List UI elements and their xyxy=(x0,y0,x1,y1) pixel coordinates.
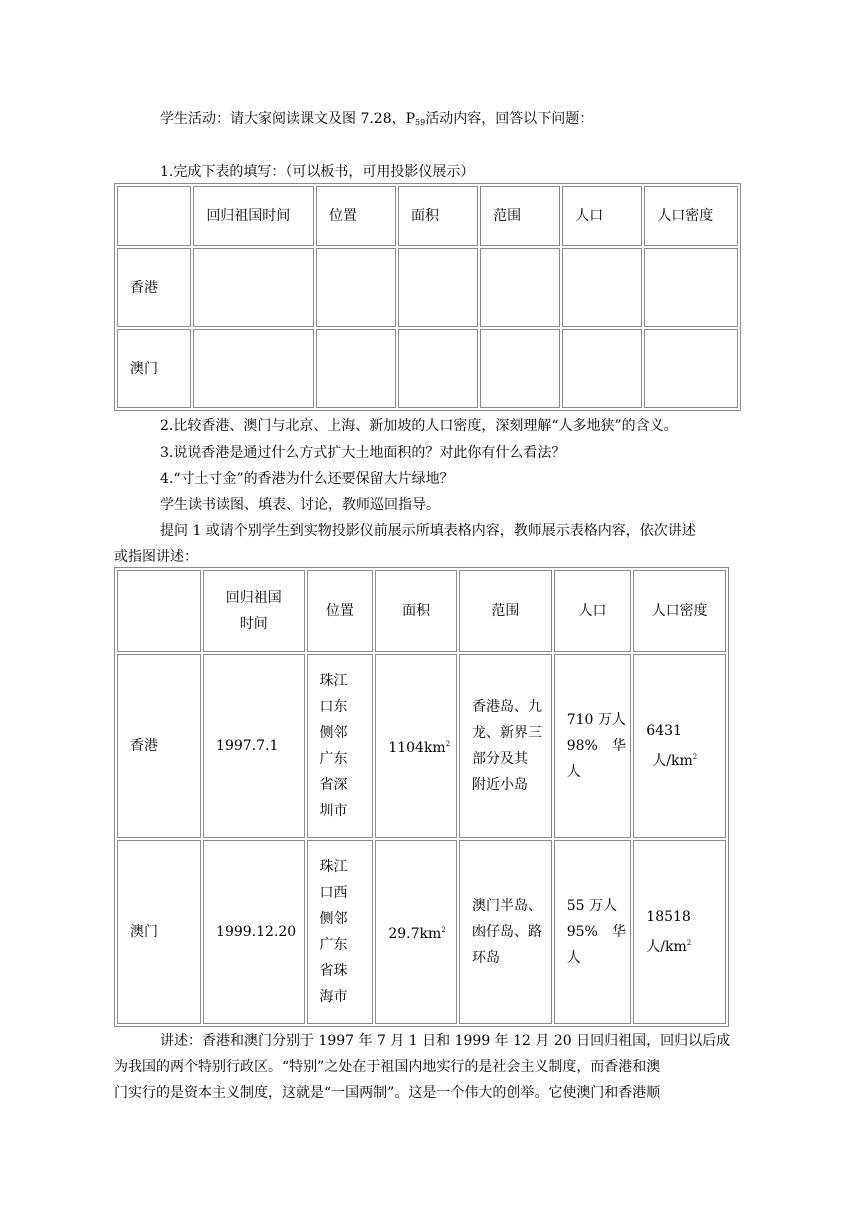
table-header-cell: 人口密度 xyxy=(644,186,738,246)
density-superscript: 2 xyxy=(686,939,692,947)
row-label: 香港 xyxy=(117,654,201,838)
location-cell xyxy=(307,840,374,1024)
question-1: 1.完成下表的填写：（可以板书，可用投影仪展示） xyxy=(160,164,475,180)
density-value: 18518 xyxy=(646,909,691,925)
population-line: 人 xyxy=(566,950,581,966)
paragraph-student-activity: 学生读书读图、填表、讨论，教师巡回指导。 xyxy=(160,497,440,513)
location-line: 广东 xyxy=(319,751,348,767)
activity-intro-tail: 活动内容，回答以下问题： xyxy=(425,111,594,127)
table-header-row xyxy=(117,186,738,246)
table-row xyxy=(117,840,726,1024)
scope-line: 香港岛、九 xyxy=(472,699,543,715)
page-number-subscript: 59 xyxy=(415,118,426,127)
activity-intro-text: 学生活动：请大家阅读课文及图 7.28，P xyxy=(160,111,416,127)
paragraph-narrative-line3: 门实行的是资本主义制度，这就是“一国两制”。这是一个伟大的创举。它使澳门和香港顺 xyxy=(114,1085,661,1101)
location-line: 口西 xyxy=(319,885,348,901)
empty-cell xyxy=(316,248,396,327)
question-4: 4.“寸土寸金”的香港为什么还要保留大片绿地？ xyxy=(160,471,454,487)
row-label: 澳门 xyxy=(117,329,191,408)
location-line: 口东 xyxy=(319,699,348,715)
paragraph-ask-line2: 或指图讲述： xyxy=(114,549,198,565)
empty-cell xyxy=(644,248,738,327)
paragraph-ask-line1: 提问 1 或请个别学生到实物投影仪前展示所填表格内容，教师展示表格内容，依次讲述 xyxy=(160,523,696,539)
density-value: 6431 xyxy=(646,723,682,739)
date-cell: 1997.7.1 xyxy=(203,654,304,838)
table-header-cell: 人口密度 xyxy=(633,570,726,652)
density-superscript: 2 xyxy=(692,753,698,761)
table-header-cell: 面积 xyxy=(375,570,457,652)
header-date-line1: 回归祖国 xyxy=(225,590,282,606)
scope-line: 附近小岛 xyxy=(472,777,529,793)
population-line: 55 万人 xyxy=(566,898,617,914)
population-line: 710 万人 xyxy=(566,712,626,728)
table-header-row xyxy=(117,570,726,652)
question-3: 3.说说香港是通过什么方式扩大土地面积的？对此你有什么看法？ xyxy=(160,445,566,461)
empty-cell xyxy=(193,248,314,327)
paragraph-narrative-line2: 为我国的两个特别行政区。“特别”之处在于祖国内地实行的是社会主义制度，而香港和澳 xyxy=(114,1059,661,1075)
table-header-cell: 人口 xyxy=(562,186,642,246)
scope-line: 部分及其 xyxy=(472,751,529,767)
location-line: 海市 xyxy=(319,989,348,1005)
table-row xyxy=(117,329,738,408)
location-line: 珠江 xyxy=(319,673,348,689)
table-row xyxy=(117,654,726,838)
location-line: 珠江 xyxy=(319,859,348,875)
blank-fill-table xyxy=(114,183,741,411)
empty-cell xyxy=(316,329,396,408)
date-cell: 1999.12.20 xyxy=(203,840,304,1024)
header-date-line2: 时间 xyxy=(239,616,268,632)
location-line: 省珠 xyxy=(319,963,348,979)
density-cell xyxy=(633,654,726,838)
population-cell xyxy=(554,840,632,1024)
density-cell xyxy=(633,840,726,1024)
question-2: 2.比较香港、澳门与北京、上海、新加坡的人口密度，深刻理解“人多地狭”的含义。 xyxy=(160,418,678,434)
table-header-cell: 面积 xyxy=(398,186,478,246)
table-header-cell: 位置 xyxy=(316,186,396,246)
table-header-cell xyxy=(117,570,201,652)
scope-line: 龙、新界三 xyxy=(472,725,543,741)
population-line: 98% 华 xyxy=(566,738,626,754)
population-cell xyxy=(554,654,632,838)
density-unit-text: 人/km xyxy=(646,939,687,955)
area-superscript: 2 xyxy=(441,926,446,934)
table-header-cell: 范围 xyxy=(480,186,560,246)
density-unit xyxy=(646,930,725,960)
answer-table xyxy=(114,567,729,1027)
paragraph-narrative-line1: 讲述：香港和澳门分别于 1997 年 7 月 1 日和 1999 年 12 月 20 日回归祖国，回归以后成 xyxy=(160,1033,731,1049)
empty-cell xyxy=(644,329,738,408)
table-header-cell: 回归祖国时间 xyxy=(193,186,314,246)
location-line: 侧邻 xyxy=(319,911,348,927)
population-line: 人 xyxy=(566,764,581,780)
population-line: 95% 华 xyxy=(566,924,626,940)
location-line: 省深 xyxy=(319,777,348,793)
table-row xyxy=(117,248,738,327)
location-line: 侧邻 xyxy=(319,725,348,741)
table-header-cell xyxy=(117,186,191,246)
scope-line: 凼仔岛、路 xyxy=(472,924,543,940)
empty-cell xyxy=(193,329,314,408)
location-line: 圳市 xyxy=(319,803,348,819)
empty-cell xyxy=(398,248,478,327)
empty-cell xyxy=(562,329,642,408)
density-unit-text: 人/km xyxy=(652,753,693,769)
empty-cell xyxy=(480,248,560,327)
scope-cell xyxy=(459,840,552,1024)
area-value: 1104km xyxy=(388,740,446,756)
activity-intro xyxy=(160,109,593,133)
empty-cell xyxy=(398,329,478,408)
empty-cell xyxy=(480,329,560,408)
area-cell xyxy=(375,840,457,1024)
location-cell xyxy=(307,654,374,838)
table-header-cell: 人口 xyxy=(554,570,632,652)
row-label: 香港 xyxy=(117,248,191,327)
scope-cell xyxy=(459,654,552,838)
location-line: 广东 xyxy=(319,937,348,953)
scope-line: 环岛 xyxy=(472,950,501,966)
scope-line: 澳门半岛、 xyxy=(472,898,543,914)
area-value: 29.7km xyxy=(388,926,442,942)
row-label: 澳门 xyxy=(117,840,201,1024)
empty-cell xyxy=(562,248,642,327)
table-header-cell xyxy=(203,570,304,652)
table-header-cell: 范围 xyxy=(459,570,552,652)
area-superscript: 2 xyxy=(445,740,451,748)
density-unit xyxy=(646,744,725,774)
area-cell xyxy=(375,654,457,838)
table-header-cell: 位置 xyxy=(307,570,374,652)
